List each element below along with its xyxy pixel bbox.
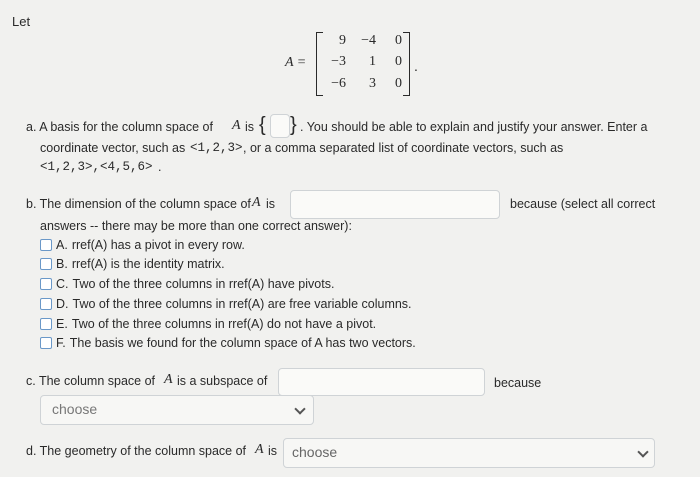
part-d-select[interactable] [283, 438, 655, 468]
part-c-var: A [164, 372, 173, 387]
part-a-var: A [232, 118, 241, 133]
option-e[interactable] [40, 315, 376, 333]
part-a-is: is [245, 120, 255, 134]
matrix-period: . [414, 58, 418, 74]
part-d-is: is [268, 444, 278, 458]
option-f-text: The basis we found for the column space of A has two vectors. [69, 336, 416, 350]
option-b-label: B. [56, 257, 68, 271]
part-d-select-value: choose [292, 444, 338, 460]
part-a-example1: <1,2,3> [190, 141, 243, 155]
option-a-text: rref(A) has a pivot in every row. [71, 238, 245, 252]
part-a-brace-open: { [259, 114, 266, 136]
part-c-prefix: c. The column space of [26, 374, 156, 388]
option-f-checkbox[interactable] [40, 337, 52, 349]
basis-input[interactable] [270, 114, 290, 138]
matrix-cell: 0 [395, 54, 402, 69]
dimension-input[interactable] [290, 190, 500, 219]
option-b-checkbox[interactable] [40, 258, 52, 270]
part-b-is: is [266, 197, 276, 211]
matrix-cell: −3 [331, 54, 346, 69]
option-c[interactable] [40, 275, 334, 293]
option-d-checkbox[interactable] [40, 298, 52, 310]
matrix-cell: 1 [369, 54, 376, 69]
option-a[interactable] [40, 236, 245, 254]
chevron-down-icon [637, 446, 648, 457]
part-c-suffix: is a subspace of [177, 374, 268, 388]
matrix-cell: 9 [339, 33, 346, 48]
part-c-because: because [494, 376, 542, 390]
part-a-prefix: a. A basis for the column space of [26, 120, 213, 134]
part-b-because: because (select all correct [510, 197, 656, 211]
part-a-period: . [158, 160, 162, 174]
option-d-label: D. [56, 297, 69, 311]
part-b-prefix: b. The dimension of the column space of [26, 197, 251, 211]
option-c-checkbox[interactable] [40, 278, 52, 290]
option-a-checkbox[interactable] [40, 239, 52, 251]
part-d-var: A [255, 442, 264, 457]
part-d-prefix: d. The geometry of the column space of [26, 444, 247, 458]
part-c-select-value: choose [52, 401, 98, 417]
option-d-text: Two of the three columns in rref(A) are free variable columns. [72, 297, 412, 311]
matrix-cell: 0 [395, 33, 402, 48]
option-b[interactable] [40, 255, 225, 273]
subspace-input[interactable] [278, 368, 485, 396]
intro-label: Let [12, 14, 31, 29]
part-b-var: A [252, 195, 261, 210]
matrix-cell: −4 [361, 33, 376, 48]
part-a-line2b: , or a comma separated list of coordinate vectors, such as [243, 141, 564, 155]
matrix-A [316, 30, 410, 98]
option-a-label: A. [56, 238, 68, 252]
chevron-down-icon [294, 403, 305, 414]
part-a-example2: <1,2,3>,<4,5,6> [40, 160, 153, 174]
matrix-cell: 0 [395, 76, 402, 91]
option-e-checkbox[interactable] [40, 318, 52, 330]
matrix-right-bracket [403, 32, 410, 96]
option-e-label: E. [56, 317, 68, 331]
part-a-suffix: . You should be able to explain and justify your answer. Enter a [300, 120, 648, 134]
part-b-line2: answers -- there may be more than one correct answer): [40, 219, 352, 233]
matrix-lhs: A = [285, 55, 307, 70]
option-c-text: Two of the three columns in rref(A) have pivots. [72, 277, 335, 291]
option-e-text: Two of the three columns in rref(A) do not have a pivot. [71, 317, 377, 331]
part-a-line2: coordinate vector, such as [40, 141, 186, 155]
option-f[interactable] [40, 334, 416, 352]
matrix-cell: 3 [369, 76, 376, 91]
part-a-brace-close: } [290, 114, 297, 136]
option-f-label: F. [56, 336, 66, 350]
option-d[interactable] [40, 295, 412, 313]
option-c-label: C. [56, 277, 69, 291]
matrix-cell: −6 [331, 76, 346, 91]
part-c-select[interactable] [40, 395, 314, 425]
option-b-text: rref(A) is the identity matrix. [71, 257, 225, 271]
